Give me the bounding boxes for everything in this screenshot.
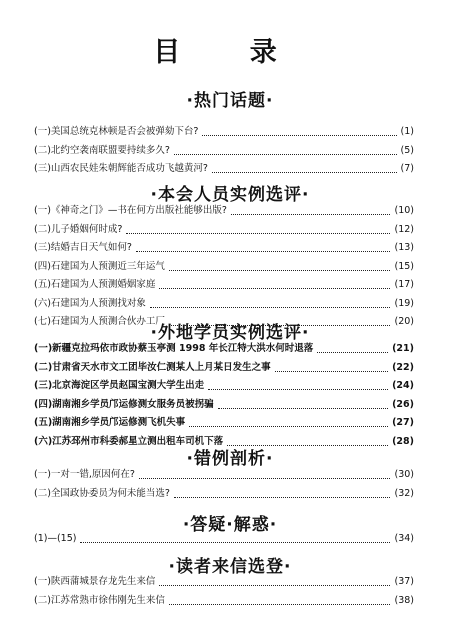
toc-entry[interactable] [34, 277, 414, 293]
toc-entry[interactable] [34, 415, 414, 431]
toc-entry[interactable] [34, 486, 414, 502]
dot-leader [169, 604, 391, 605]
dot-leader [231, 214, 391, 215]
toc-entry-page: (12) [394, 223, 414, 235]
dot-leader [126, 233, 390, 234]
dot-leader [317, 352, 388, 353]
dot-leader [80, 542, 390, 543]
toc-entry-page: (13) [394, 242, 414, 253]
toc-entry[interactable] [34, 124, 414, 140]
toc-entry-label: (四)石建国为人预测近三年运气 [34, 260, 165, 272]
toc-entry[interactable] [34, 143, 414, 159]
toc-entry-label: (二)北约空袭南联盟要持续多久? [34, 144, 170, 156]
toc-entry-label: (六)石建国为人预测找对象 [34, 297, 146, 309]
toc-entry[interactable] [34, 161, 414, 177]
toc-entry[interactable] [34, 574, 414, 590]
toc-entry[interactable] [34, 259, 414, 275]
toc-entry-page: (20) [394, 316, 414, 327]
section-title: ·答疑·解惑· [182, 515, 278, 535]
toc-entry[interactable] [34, 341, 414, 357]
toc-entry-page: (30) [394, 469, 414, 480]
toc-entry-label: (1)—(15) [34, 533, 77, 544]
dot-leader [212, 172, 397, 173]
toc-entry[interactable] [34, 467, 414, 483]
dot-leader [218, 408, 388, 409]
toc-entry-page: (7) [400, 163, 414, 174]
toc-entry-page: (17) [394, 279, 414, 290]
toc-entry-page: (27) [392, 417, 414, 428]
toc-entry-page: (19) [394, 297, 414, 309]
toc-entry-page: (21) [392, 343, 414, 354]
section-title: ·本会人员实例选评· [150, 185, 310, 205]
toc-entry-page: (32) [394, 487, 414, 499]
toc-entry-label: (五)石建国为人预测婚姻家庭 [34, 279, 156, 290]
toc-entry[interactable] [34, 360, 414, 376]
toc-entry-label: (三)结婚吉日天气如何? [34, 242, 132, 253]
dot-leader [159, 585, 390, 586]
dot-leader [202, 135, 396, 136]
toc-entry-label: (五)湖南湘乡学员邝运修测飞机失事 [34, 417, 186, 428]
dot-leader [275, 371, 388, 372]
dot-leader [189, 426, 388, 427]
toc-entry-page: (22) [392, 361, 414, 373]
section-title: ·读者来信选登· [168, 557, 292, 577]
dot-leader [159, 288, 390, 289]
dot-leader [208, 389, 388, 390]
toc-entry-label: (二)儿子婚姻何时成? [34, 223, 123, 235]
toc-entry-page: (24) [392, 380, 414, 391]
toc-entry-page: (28) [392, 435, 414, 447]
toc-entry-label: (四)湖南湘乡学员邝运修测女服务员被拐骗 [34, 398, 214, 410]
section-title: ·外地学员实例选评· [150, 323, 310, 343]
toc-entry-label: (三)山西农民娃朱朝辉能否成功飞越黄河? [34, 163, 208, 174]
toc-entry-label: (一)新疆克拉玛依市政协蔡玉亭测 1998 年长江特大洪水何时退落 [34, 343, 314, 354]
toc-entry[interactable] [34, 397, 414, 413]
toc-entry-label: (六)江苏邳州市科委郝星立测出租车司机下落 [34, 435, 224, 447]
toc-entry-page: (26) [392, 398, 414, 410]
dot-leader [139, 478, 391, 479]
dot-leader [150, 307, 391, 308]
toc-entry-label: (二)全国政协委员为何未能当选? [34, 487, 170, 499]
toc-entry-label: (一)一对一错,原因何在? [34, 469, 135, 480]
toc-entry-label: (二)甘肃省天水市文工团毕汝仁测某人上月某日发生之事 [34, 361, 271, 373]
toc-entry[interactable] [34, 531, 414, 547]
toc-entry-page: (34) [394, 533, 414, 544]
dot-leader [136, 251, 391, 252]
toc-entry[interactable] [34, 593, 414, 609]
dot-leader [174, 497, 391, 498]
section-title: ·错例剖析· [186, 449, 274, 469]
toc-entry-label: (三)北京海淀区学员赵国宝测大学生出走 [34, 380, 205, 391]
toc-entry-page: (38) [394, 594, 414, 606]
page-title: 目 录 [153, 37, 307, 68]
toc-entry[interactable] [34, 203, 414, 219]
dot-leader [174, 154, 397, 155]
section-title: ·热门话题· [186, 91, 274, 111]
toc-entry-page: (5) [400, 144, 414, 156]
toc-entry-page: (1) [400, 126, 414, 137]
toc-entry-page: (10) [394, 205, 414, 216]
toc-entry-label: (一)美国总统克林顿是否会被弹劾下台? [34, 126, 199, 137]
toc-entry-page: (15) [394, 260, 414, 272]
toc-entry[interactable] [34, 378, 414, 394]
dot-leader [169, 270, 391, 271]
toc-entry-label: (一)陕西蒲城景存龙先生来信 [34, 576, 156, 587]
toc-entry-page: (37) [394, 576, 414, 587]
toc-entry[interactable] [34, 240, 414, 256]
toc-entry-label: (七)石建国为人预测合伙办工厂 [34, 316, 165, 327]
toc-entry-label: (二)江苏常熟市徐伟刚先生来信 [34, 594, 165, 606]
toc-entry-label: (一)《神奇之门》—书在何方出版社能够出版? [34, 205, 227, 216]
toc-entry[interactable] [34, 222, 414, 238]
toc-entry[interactable] [34, 296, 414, 312]
